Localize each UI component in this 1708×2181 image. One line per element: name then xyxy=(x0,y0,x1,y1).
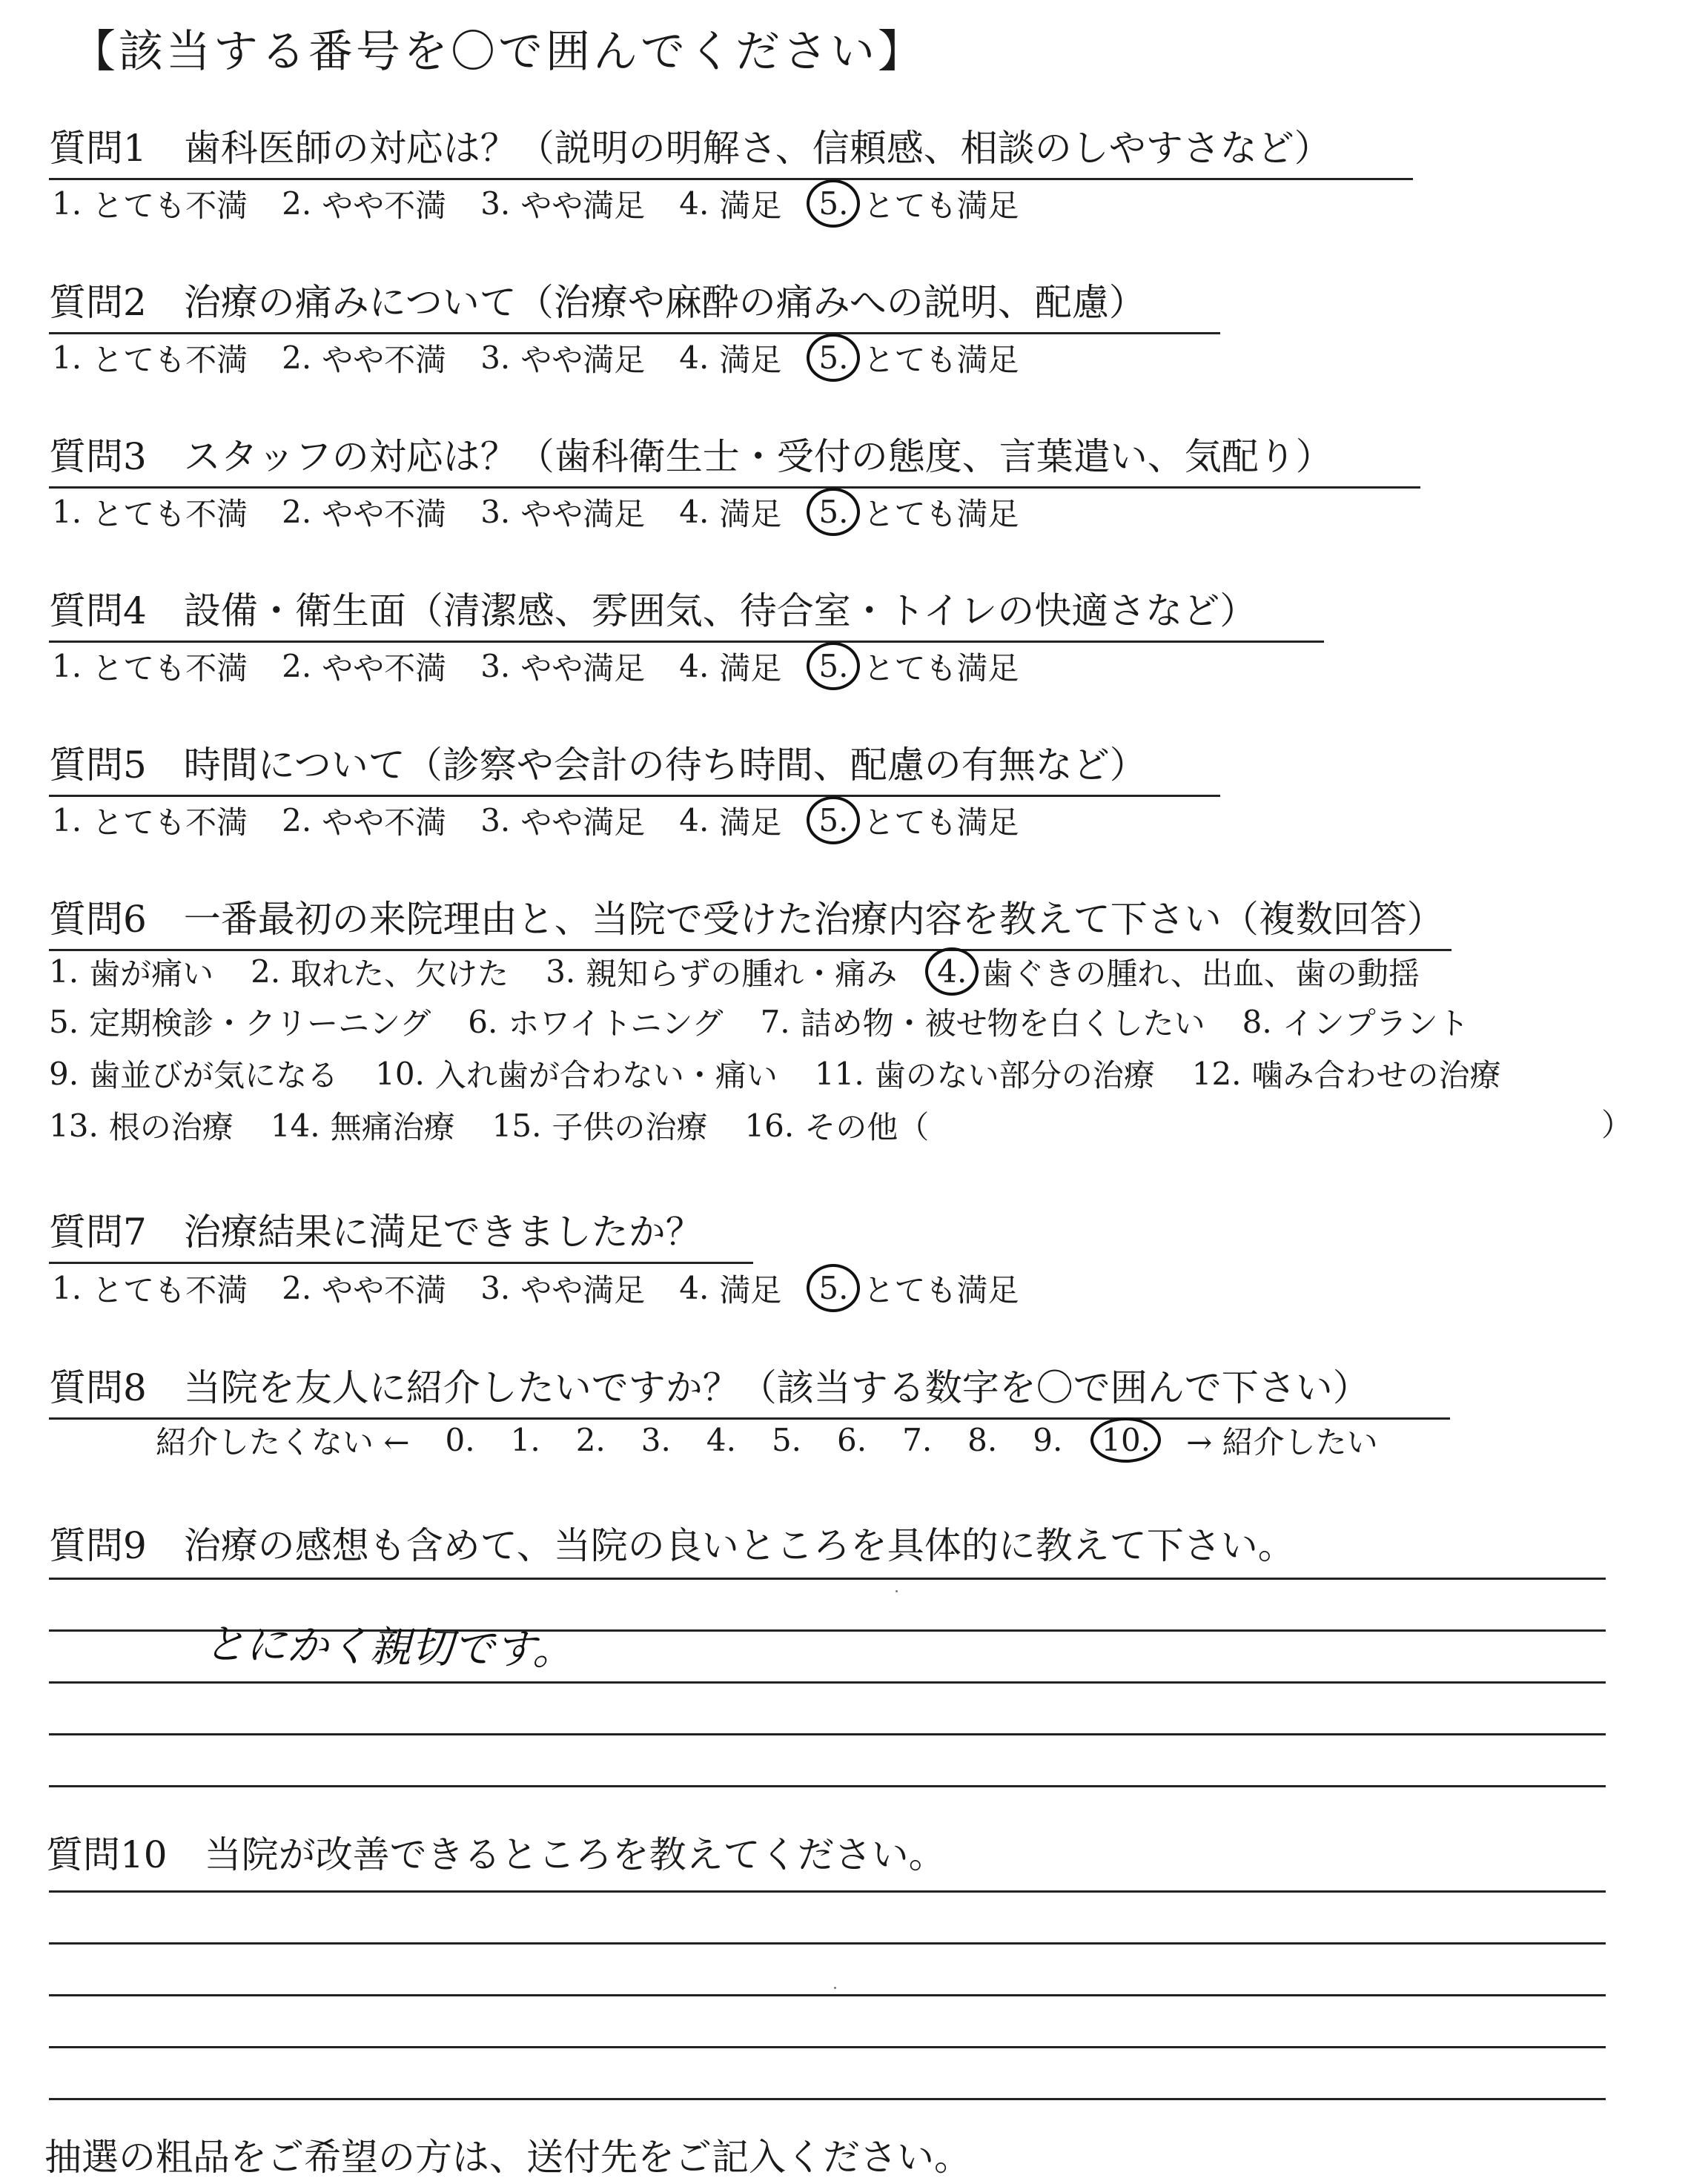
option-label: 詰め物・被せ物を白くしたい xyxy=(800,1005,1205,1042)
answer-line[interactable] xyxy=(49,1785,1606,1787)
question-4-heading: 質問4 設備・衛生面（清潔感、雰囲気、待合室・トイレの快適さなど） xyxy=(49,581,1324,643)
option-label: やや不満 xyxy=(322,187,447,224)
other-close-paren: ） xyxy=(1601,1107,1633,1143)
option-number: 4. xyxy=(679,340,709,376)
option-label: やや満足 xyxy=(520,804,646,841)
treatment-option[interactable] xyxy=(934,947,1420,996)
option-label: やや満足 xyxy=(520,649,646,686)
satisfaction-option[interactable] xyxy=(815,488,1019,536)
option-number: 1. xyxy=(52,185,82,222)
scale-value[interactable]: 8. xyxy=(967,1422,998,1458)
question-9-heading: 質問9 治療の感想も含めて、当院の良いところを具体的に教えて下さい。 xyxy=(49,1524,1295,1567)
treatment-option[interactable] xyxy=(744,1103,929,1148)
option-label: とても満足 xyxy=(863,187,1019,224)
handwritten-answer: とにかく親切です。 xyxy=(203,1620,575,1675)
option-number: 3. xyxy=(546,953,576,990)
treatment-option[interactable] xyxy=(815,1051,1155,1096)
question-3-heading: 質問3 スタッフの対応は？（歯科衛生士・受付の態度、言葉遣い、気配り） xyxy=(49,427,1420,489)
option-label: やや満足 xyxy=(520,1271,646,1308)
footer-instruction: 抽選の粗品をご希望の方は、送付先をご記入ください。 xyxy=(44,2136,971,2179)
scale-value[interactable]: 10. xyxy=(1090,1417,1161,1463)
option-label: とても満足 xyxy=(863,1271,1019,1308)
option-label: やや満足 xyxy=(520,495,646,532)
answer-line[interactable] xyxy=(49,2098,1606,2100)
treatment-option[interactable] xyxy=(1242,999,1469,1044)
satisfaction-option[interactable] xyxy=(679,490,781,535)
question-7-heading: 質問7 治療結果に満足できましたか？ xyxy=(49,1202,753,1264)
scale-left-label: 紹介したくない ← xyxy=(156,1423,410,1460)
answer-line[interactable] xyxy=(49,1733,1606,1735)
satisfaction-option[interactable] xyxy=(480,798,645,843)
scale-value[interactable]: 4. xyxy=(706,1422,736,1458)
satisfaction-option[interactable] xyxy=(815,179,1019,228)
option-number: 4. xyxy=(679,185,709,222)
question-1-options xyxy=(52,179,1053,228)
option-number: 5. xyxy=(49,1003,79,1040)
treatment-option[interactable] xyxy=(375,1051,778,1096)
option-number: 1. xyxy=(52,340,82,376)
option-number: 1. xyxy=(52,1270,82,1306)
treatment-option[interactable] xyxy=(49,1051,338,1096)
satisfaction-option[interactable] xyxy=(679,1266,781,1311)
satisfaction-option[interactable] xyxy=(679,182,781,226)
treatment-option[interactable] xyxy=(49,950,214,994)
option-label: 満足 xyxy=(719,804,782,841)
satisfaction-option[interactable] xyxy=(282,182,446,226)
option-label: 満足 xyxy=(719,1271,782,1308)
satisfaction-option[interactable] xyxy=(52,490,248,535)
option-label: とても不満 xyxy=(92,804,248,841)
option-number: 2. xyxy=(282,340,312,376)
option-label: 定期検診・クリーニング xyxy=(89,1005,431,1042)
satisfaction-option[interactable] xyxy=(480,182,645,226)
option-label: 歯ぐきの腫れ、出血、歯の動揺 xyxy=(982,955,1420,992)
option-label: やや満足 xyxy=(520,341,646,378)
option-number: 4. xyxy=(679,494,709,530)
option-number: 1. xyxy=(49,953,79,990)
treatment-option[interactable] xyxy=(49,999,431,1044)
answer-line[interactable] xyxy=(49,1942,1606,1945)
option-number: 3. xyxy=(480,1270,511,1306)
option-number: 2. xyxy=(282,185,312,222)
satisfaction-option[interactable] xyxy=(52,182,248,226)
option-number: 13. xyxy=(49,1107,99,1144)
satisfaction-option[interactable] xyxy=(52,336,248,380)
answer-line[interactable] xyxy=(49,1994,1606,1996)
referral-scale xyxy=(156,1417,1414,1463)
option-label: とても不満 xyxy=(92,187,248,224)
treatment-option[interactable] xyxy=(468,999,723,1044)
option-number: 4. xyxy=(925,947,979,996)
option-number: 11. xyxy=(814,1055,864,1092)
treatment-option[interactable] xyxy=(49,1103,234,1148)
form-title: 【該当する番号を〇で囲んでください】 xyxy=(71,26,925,78)
option-label: 満足 xyxy=(719,649,782,686)
question-3-options xyxy=(52,488,1053,536)
option-label: やや不満 xyxy=(322,495,447,532)
option-number: 5. xyxy=(807,179,860,228)
option-number: 3. xyxy=(480,340,511,376)
satisfaction-option[interactable] xyxy=(679,336,781,380)
option-number: 14. xyxy=(270,1107,320,1144)
question-1-heading: 質問1 歯科医師の対応は？（説明の明解さ、信頼感、相談のしやすさなど） xyxy=(49,119,1413,180)
satisfaction-option[interactable] xyxy=(480,336,645,380)
question-5-heading: 質問5 時間について（診察や会計の待ち時間、配慮の有無など） xyxy=(49,735,1220,797)
option-number: 8. xyxy=(1242,1003,1272,1040)
scale-value[interactable]: 5. xyxy=(771,1422,802,1458)
option-label: インプラント xyxy=(1282,1005,1469,1042)
satisfaction-option[interactable] xyxy=(480,490,645,535)
option-number: 2. xyxy=(282,1270,312,1306)
treatment-row xyxy=(49,1051,1538,1096)
question-5-options xyxy=(52,796,1053,844)
scale-value[interactable]: 0. xyxy=(445,1422,475,1458)
answer-line[interactable] xyxy=(49,1681,1606,1684)
option-label: 入れ歯が合わない・痛い xyxy=(434,1057,778,1093)
scale-value[interactable]: 1. xyxy=(510,1422,540,1458)
satisfaction-option[interactable] xyxy=(282,490,446,535)
treatment-option[interactable] xyxy=(761,999,1205,1044)
option-label: 歯が痛い xyxy=(89,955,214,992)
option-number: 3. xyxy=(480,648,511,684)
option-label: 噛み合わせの治療 xyxy=(1251,1057,1501,1093)
satisfaction-option[interactable] xyxy=(282,644,446,689)
option-label: やや不満 xyxy=(322,649,447,686)
satisfaction-option[interactable] xyxy=(815,642,1019,690)
option-number: 3. xyxy=(480,185,511,222)
answer-line[interactable] xyxy=(49,1578,1606,1580)
option-label: とても満足 xyxy=(863,649,1019,686)
option-label: 満足 xyxy=(719,341,782,378)
option-label: 歯並びが気になる xyxy=(89,1057,339,1093)
option-number: 2. xyxy=(251,953,281,990)
question-8-heading: 質問8 当院を友人に紹介したいですか？（該当する数字を〇で囲んで下さい） xyxy=(49,1358,1450,1420)
question-2-heading: 質問2 治療の痛みについて（治療や麻酔の痛みへの説明、配慮） xyxy=(49,273,1220,334)
option-label: やや満足 xyxy=(520,187,646,224)
satisfaction-option[interactable] xyxy=(815,334,1019,382)
satisfaction-option[interactable] xyxy=(679,644,781,689)
option-number: 9. xyxy=(49,1055,79,1092)
option-number: 1. xyxy=(52,494,82,530)
option-number: 2. xyxy=(282,648,312,684)
option-number: 5. xyxy=(807,796,860,844)
option-number: 5. xyxy=(807,1264,860,1312)
scale-value[interactable]: 7. xyxy=(902,1422,933,1458)
satisfaction-option[interactable] xyxy=(480,1266,645,1311)
scale-value[interactable]: 3. xyxy=(640,1422,671,1458)
treatment-option[interactable] xyxy=(271,1103,455,1148)
question-4-options xyxy=(52,642,1053,690)
option-number: 7. xyxy=(760,1003,790,1040)
scale-right-label: → 紹介したい xyxy=(1186,1423,1378,1460)
answer-line[interactable] xyxy=(49,2046,1606,2048)
question-2-options xyxy=(52,334,1053,382)
satisfaction-option[interactable] xyxy=(282,336,446,380)
option-number: 4. xyxy=(679,648,709,684)
option-label: とても満足 xyxy=(863,341,1019,378)
option-label: とても不満 xyxy=(92,1271,248,1308)
scale-value[interactable]: 2. xyxy=(575,1422,606,1458)
option-number: 3. xyxy=(480,802,511,838)
treatment-row xyxy=(49,1103,966,1148)
option-number: 5. xyxy=(807,488,860,536)
scan-speck xyxy=(896,1590,898,1592)
option-label: 根の治療 xyxy=(108,1109,234,1145)
satisfaction-option[interactable] xyxy=(815,1264,1019,1312)
option-label: とても不満 xyxy=(92,341,248,378)
answer-line[interactable] xyxy=(49,1890,1606,1893)
option-number: 6. xyxy=(468,1003,498,1040)
scale-value[interactable]: 9. xyxy=(1033,1422,1063,1458)
option-number: 12. xyxy=(1191,1055,1242,1092)
option-label: やや不満 xyxy=(322,804,447,841)
option-number: 1. xyxy=(52,648,82,684)
option-label: ホワイトニング xyxy=(508,1005,724,1042)
option-label: とても不満 xyxy=(92,495,248,532)
scan-speck xyxy=(834,1987,836,1989)
option-number: 2. xyxy=(282,494,312,530)
treatment-option[interactable] xyxy=(546,950,897,994)
treatment-option[interactable] xyxy=(492,1103,708,1148)
option-label: やや不満 xyxy=(322,341,447,378)
treatment-row xyxy=(49,947,1457,996)
option-number: 4. xyxy=(679,802,709,838)
satisfaction-option[interactable] xyxy=(480,644,645,689)
question-6-heading: 質問6 一番最初の来院理由と、当院で受けた治療内容を教えて下さい（複数回答） xyxy=(49,890,1452,951)
option-label: とても満足 xyxy=(863,495,1019,532)
treatment-row xyxy=(49,999,1506,1044)
question-7-options xyxy=(52,1264,1053,1312)
option-label: 取れた、欠けた xyxy=(291,955,509,992)
option-number: 1. xyxy=(52,802,82,838)
question-10-heading: 質問10 当院が改善できるところを教えてください。 xyxy=(46,1833,946,1876)
option-label: とても不満 xyxy=(92,649,248,686)
option-label: 無痛治療 xyxy=(330,1109,455,1145)
option-label: その他（ xyxy=(804,1109,930,1145)
option-number: 5. xyxy=(807,642,860,690)
option-label: やや不満 xyxy=(322,1271,447,1308)
option-label: 子供の治療 xyxy=(552,1109,708,1145)
satisfaction-option[interactable] xyxy=(52,644,248,689)
satisfaction-option[interactable] xyxy=(282,798,446,843)
option-label: とても満足 xyxy=(863,804,1019,841)
satisfaction-option[interactable] xyxy=(52,1266,248,1311)
treatment-option[interactable] xyxy=(251,950,509,994)
option-number: 5. xyxy=(807,334,860,382)
option-label: 親知らずの腫れ・痛み xyxy=(586,955,898,992)
satisfaction-option[interactable] xyxy=(679,798,781,843)
option-number: 10. xyxy=(375,1055,425,1092)
option-number: 2. xyxy=(282,802,312,838)
satisfaction-option[interactable] xyxy=(282,1266,446,1311)
satisfaction-option[interactable] xyxy=(52,798,248,843)
option-number: 3. xyxy=(480,494,511,530)
satisfaction-option[interactable] xyxy=(815,796,1019,844)
scale-value[interactable]: 6. xyxy=(837,1422,867,1458)
option-label: 歯のない部分の治療 xyxy=(874,1057,1155,1093)
treatment-option[interactable] xyxy=(1192,1051,1501,1096)
option-label: 満足 xyxy=(719,495,782,532)
option-number: 15. xyxy=(491,1107,542,1144)
option-number: 4. xyxy=(679,1270,709,1306)
option-label: 満足 xyxy=(719,187,782,224)
option-number: 16. xyxy=(744,1107,795,1144)
